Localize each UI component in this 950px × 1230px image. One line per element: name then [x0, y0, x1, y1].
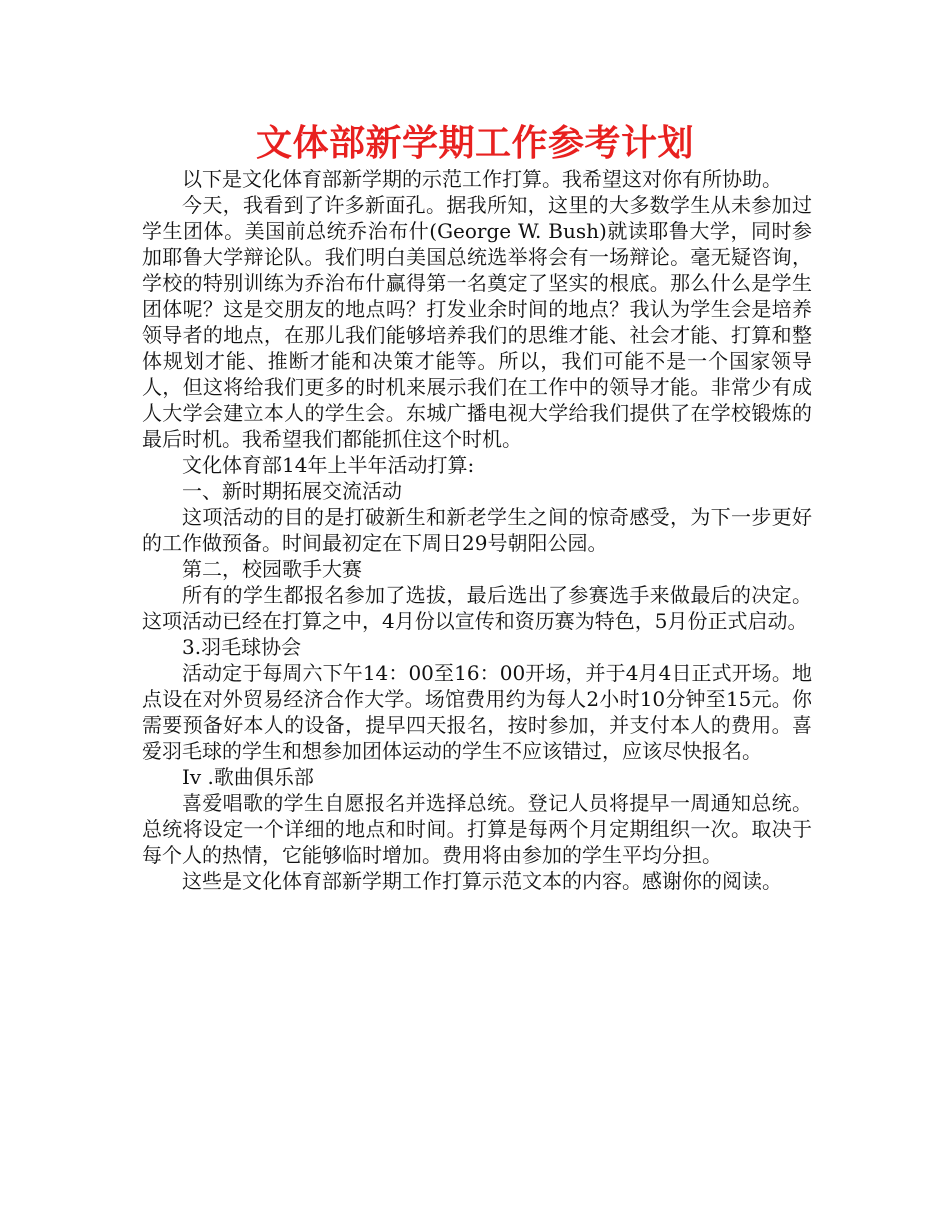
paragraph-section-1: 这项活动的目的是打破新生和新老学生之间的惊奇感受，为下一步更好的工作做预备。时间最初定在下周日29号朝阳公园。: [142, 505, 812, 555]
document-body: [142, 166, 812, 894]
document-title: 文体部新学期工作参考计划: [255, 123, 694, 164]
section-heading-1: 一、新时期拓展交流活动: [182, 479, 402, 503]
paragraph-intro: 以下是文化体育部新学期的示范工作打算。我希望这对你有所协助。: [182, 167, 782, 191]
paragraph-closing: 这些是文化体育部新学期工作打算示范文本的内容。感谢你的阅读。: [182, 869, 782, 893]
paragraph-section-3: 活动定于每周六下午14：00至16：00开场，并于4月4日正式开场。地点设在对外贸易经济合作大学。场馆费用约为每人2小时10分钟至15元。你需要预备好本人的设备，提早四天报名，按时参加，并支付本人的费用。喜爱羽毛球的学生和想参加团体运动的学生不应该错过，应该尽快报名。: [142, 661, 812, 763]
paragraph-section-4: 喜爱唱歌的学生自愿报名并选择总统。登记人员将提早一周通知总统。总统将设定一个详细的地点和时间。打算是每两个月定期组织一次。取决于每个人的热情，它能够临时增加。费用将由参加的学生平均分担。: [142, 791, 812, 867]
paragraph-plan-heading: 文化体育部14年上半年活动打算:: [182, 453, 475, 477]
section-heading-2: 第二，校园歌手大赛: [182, 557, 362, 581]
paragraph-section-2: 所有的学生都报名参加了选拔，最后选出了参赛选手来做最后的决定。这项活动已经在打算之中，4月份以宣传和资历赛为特色，5月份正式启动。: [142, 583, 812, 633]
section-heading-4: Iv .歌曲俱乐部: [182, 765, 314, 789]
paragraph-student-union: 今天，我看到了许多新面孔。据我所知，这里的大多数学生从未参加过学生团体。美国前总统乔治布什(George W. Bush)就读耶鲁大学，同时参加耶鲁大学辩论队。我们明白美国总统选举将会有一场辩论。毫无疑咨询，学校的特别训练为乔治布什赢得第一名奠定了坚实的根底。那么什么是学生团体呢？这是交朋友的地点吗？打发业余时间的地点？我认为学生会是培养领导者的地点，在那儿我们能够培养我们的思维才能、社会才能、打算和整体规划才能、推断才能和决策才能等。所以，我们可能不是一个国家领导人，但这将给我们更多的时机来展示我们在工作中的领导才能。非常少有成人大学会建立本人的学生会。东城广播电视大学给我们提供了在学校锻炼的最后时机。我希望我们都能抓住这个时机。: [142, 193, 812, 451]
section-heading-3: 3.羽毛球协会: [182, 635, 302, 659]
